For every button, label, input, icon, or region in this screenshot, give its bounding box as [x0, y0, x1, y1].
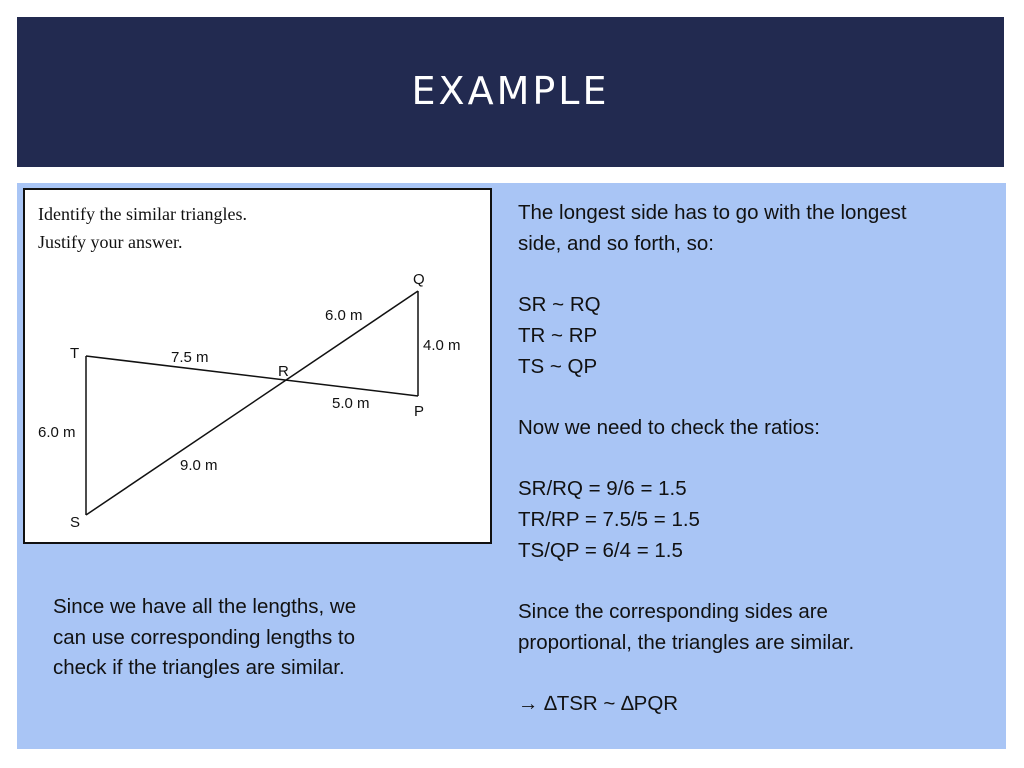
correspondence-3: TS ~ QP — [518, 354, 598, 378]
vertex-label-q: Q — [413, 271, 425, 288]
left-line-3: check if the triangles are similar. — [53, 656, 345, 679]
prompt-line-2: Justify your answer. — [38, 232, 183, 252]
conclusion-line-1: Since the corresponding sides are — [518, 600, 828, 624]
ratio-2: TR/RP = 7.5/5 = 1.5 — [518, 507, 700, 531]
measure-ts: 6.0 m — [38, 424, 76, 441]
vertex-label-s: S — [70, 514, 81, 531]
similarity-result: → ∆TSR ~ ∆PQR — [518, 692, 679, 716]
intro-line-1: The longest side has to go with the longest — [518, 201, 907, 224]
measure-qp: 4.0 m — [423, 337, 461, 354]
correspondence-1: SR ~ RQ — [518, 293, 601, 317]
triangle-figure — [23, 188, 492, 544]
right-explanation — [518, 198, 998, 720]
spacer — [518, 259, 998, 290]
left-line-2: can use corresponding lengths to — [53, 625, 356, 649]
measure-rp: 5.0 m — [332, 395, 370, 412]
ratio-1: SR/RQ = 9/6 = 1.5 — [518, 477, 687, 501]
spacer — [518, 382, 998, 413]
measure-tr: 7.5 m — [171, 349, 209, 366]
conclusion-line-2: proportional, the triangles are similar. — [518, 630, 855, 654]
vertex-label-p: P — [414, 403, 425, 420]
correspondence-2: TR ~ RP — [518, 323, 598, 347]
left-explanation — [53, 592, 463, 684]
ratio-intro: Now we need to check the ratios: — [518, 415, 820, 439]
spacer — [518, 444, 998, 475]
spacer — [518, 566, 998, 597]
spacer — [518, 658, 998, 689]
measure-sr: 9.0 m — [180, 457, 218, 474]
segment-tp — [86, 356, 418, 396]
triangle-diagram — [25, 190, 490, 542]
intro-line-2: side, and so forth, so: — [518, 231, 715, 255]
ratio-3: TS/QP = 6/4 = 1.5 — [518, 538, 683, 562]
vertex-label-t: T — [70, 345, 80, 362]
vertex-label-r: R — [278, 363, 289, 380]
measure-rq: 6.0 m — [325, 307, 363, 324]
left-line-1: Since we have all the lengths, we — [53, 595, 357, 618]
slide-title: EXAMPLE — [411, 69, 610, 113]
prompt-line-1: Identify the similar triangles. — [38, 204, 247, 224]
title-bar — [17, 17, 1004, 167]
